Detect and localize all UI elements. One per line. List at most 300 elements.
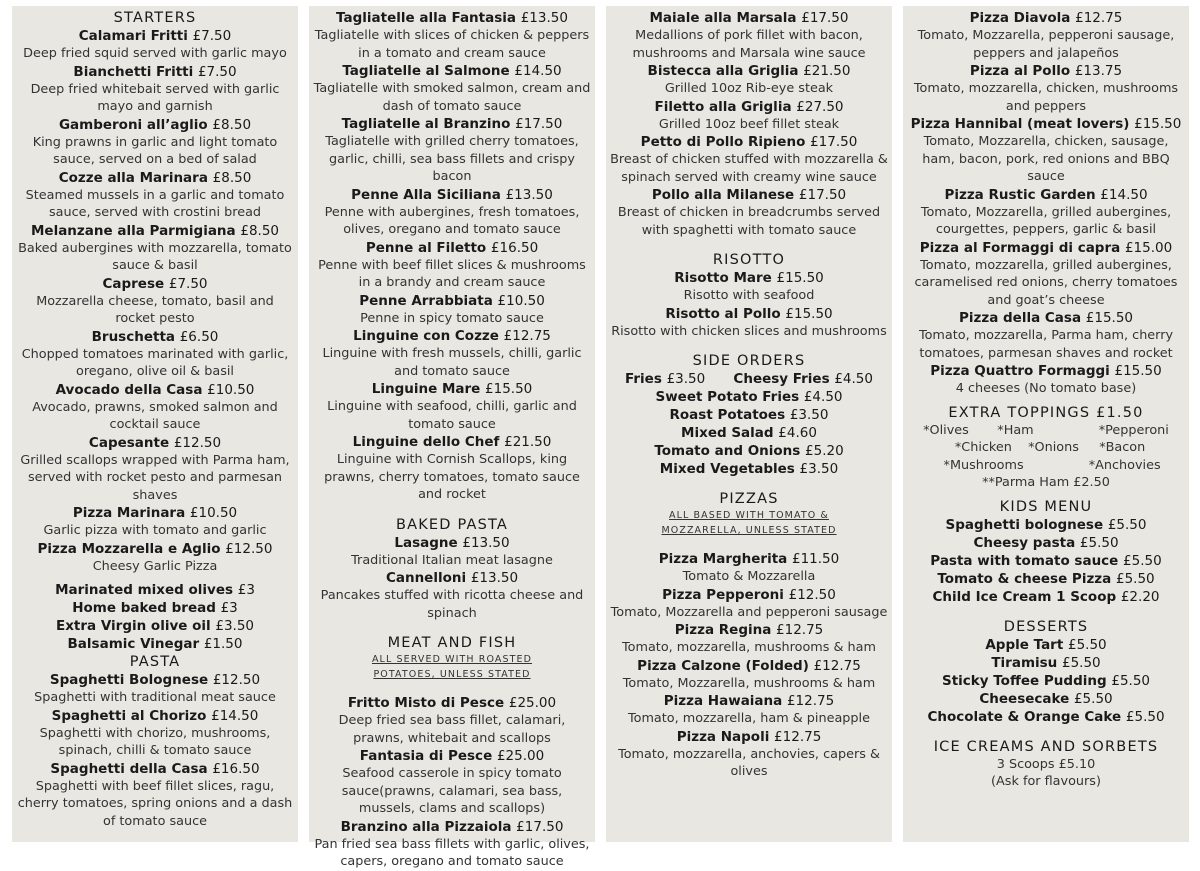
menu-item-price: £5.50 bbox=[1068, 636, 1107, 653]
menu-item bbox=[16, 617, 294, 635]
menu-item-name: Pizza Hawaiana bbox=[663, 693, 783, 709]
menu-item-description: Medallions of pork fillet with bacon, mushrooms and Marsala wine sauce bbox=[632, 28, 866, 61]
menu-item bbox=[16, 169, 294, 222]
menu-item-name: Maiale alla Marsala bbox=[649, 10, 797, 26]
baked-pasta-list bbox=[313, 534, 591, 623]
menu-item-price: £15.50 bbox=[1085, 310, 1134, 326]
menu-item-name-line bbox=[907, 186, 1185, 204]
menu-item-name-line bbox=[610, 269, 888, 287]
menu-item-description: King prawns in garlic and light tomato sauce, served on a bed of salad bbox=[32, 134, 278, 167]
menu-item-description: Linguine with seafood, chilli, garlic and tomato sauce bbox=[327, 399, 577, 432]
menu-item-description: Spaghetti with beef fillet slices, ragu, cherry tomatoes, spring onions and a dash of tomato sauce bbox=[17, 778, 293, 829]
menu-item-name: Linguine con Cozze bbox=[353, 328, 499, 344]
menu-item bbox=[313, 327, 591, 380]
meat-list-continued bbox=[610, 9, 888, 239]
menu-item-price: £3.50 bbox=[799, 461, 839, 477]
menu-item bbox=[907, 690, 1185, 708]
meat-subtitle: ALL SERVED WITH ROASTED POTATOES, UNLESS STATED bbox=[371, 654, 533, 680]
menu-item-price: £13.50 bbox=[462, 534, 510, 551]
menu-item-description: Baked aubergines with mozzarella, tomato sauce & basil bbox=[18, 240, 292, 273]
menu-item-price: £25.00 bbox=[508, 695, 557, 711]
menu-item bbox=[907, 588, 1185, 606]
menu-item-name-line bbox=[907, 309, 1185, 327]
menu-item bbox=[313, 818, 591, 871]
menu-item bbox=[610, 186, 888, 239]
menu-item bbox=[907, 516, 1185, 534]
section-title-starters: STARTERS bbox=[113, 10, 197, 26]
menu-item-name-line bbox=[907, 239, 1185, 257]
menu-item-name: Penne Alla Siciliana bbox=[351, 186, 501, 203]
menu-item-name: Pizza Diavola bbox=[969, 10, 1071, 26]
menu-item bbox=[16, 635, 294, 653]
menu-item bbox=[907, 186, 1185, 239]
menu-column-4 bbox=[903, 6, 1189, 842]
menu-item-price: £12.75 bbox=[776, 622, 824, 638]
side-item: Cheesy Fries £4.50 bbox=[733, 371, 873, 387]
menu-item bbox=[610, 133, 888, 186]
pizzas-list bbox=[610, 550, 888, 781]
menu-item-description: Tomato, mozzarella, chicken, mushrooms and peppers bbox=[913, 81, 1179, 114]
menu-item-price: £3.50 bbox=[789, 407, 829, 423]
menu-item-price: £5.20 bbox=[805, 443, 844, 459]
starters-list bbox=[16, 27, 294, 575]
menu-item-name: Pizza Regina bbox=[674, 622, 772, 638]
menu-item-description: Tagliatelle with grilled cherry tomatoes, garlic, chilli, sea bass fillets and crispy bacon bbox=[325, 134, 579, 184]
menu-item-description: Tomato, Mozzarella, mushrooms & ham bbox=[622, 675, 876, 691]
menu-item-description: Pancakes stuffed with ricotta cheese and spinach bbox=[320, 588, 584, 621]
menu-item-name-line bbox=[16, 275, 294, 293]
menu-item-description: Penne with aubergines, fresh tomatoes, olives, oregano and tomato sauce bbox=[324, 204, 580, 237]
menu-item-price: £17.50 bbox=[810, 134, 858, 150]
menu-item-price: £4.60 bbox=[778, 425, 817, 441]
menu-item-name-line bbox=[16, 760, 294, 778]
menu-item bbox=[610, 657, 888, 693]
menu-item-price: £7.50 bbox=[168, 275, 208, 292]
menu-item-price: £12.75 bbox=[786, 693, 835, 709]
menu-item-name: Extra Virgin olive oil bbox=[55, 618, 211, 634]
menu-item bbox=[16, 222, 294, 275]
menu-item-description: Deep fried sea bass fillet, calamari, prawns, whitebait and scallops bbox=[338, 713, 566, 746]
menu-item-description: Linguine with Cornish Scallops, king prawns, cherry tomatoes, tomato sauce and rocket bbox=[324, 452, 580, 502]
menu-item bbox=[907, 9, 1185, 62]
menu-item-description: Breast of chicken in breadcrumbs served with spaghetti with tomato sauce bbox=[617, 205, 881, 238]
menu-item bbox=[313, 380, 591, 433]
menu-item-description: Tomato, mozzarella, anchovies, capers & olives bbox=[618, 746, 880, 779]
menu-item-price: £15.50 bbox=[776, 270, 824, 286]
menu-item-name-line bbox=[610, 62, 888, 80]
menu-item-name: Cozze alla Marinara bbox=[58, 169, 208, 186]
menu-item-price: £15.50 bbox=[1134, 116, 1182, 132]
menu-item-name: Cheesy pasta bbox=[973, 534, 1076, 551]
toppings-lines bbox=[907, 422, 1185, 492]
menu-item bbox=[16, 27, 294, 63]
menu-item-description: 4 cheeses (No tomato base) bbox=[955, 381, 1137, 396]
menu-item-price: £17.50 bbox=[801, 10, 849, 26]
menu-item-name: Balsamic Vinegar bbox=[67, 636, 200, 652]
menu-item bbox=[907, 362, 1185, 398]
menu-item-name-line bbox=[16, 671, 294, 689]
menu-item-name: Bianchetti Fritti bbox=[73, 63, 194, 80]
menu-item-name-line bbox=[610, 728, 888, 746]
menu-item bbox=[610, 305, 888, 341]
menu-item-name: Linguine dello Chef bbox=[352, 434, 500, 450]
menu-item-description: Linguine with fresh mussels, chilli, garlic and tomato sauce bbox=[322, 346, 582, 379]
side-item: Fries £3.50 bbox=[625, 371, 706, 387]
menu-item-price: £15.50 bbox=[785, 305, 833, 322]
menu-item-description: Risotto with chicken slices and mushrooms bbox=[611, 323, 887, 339]
menu-item-name-line bbox=[907, 62, 1185, 80]
menu-item-name-line bbox=[313, 327, 591, 345]
menu-item bbox=[16, 63, 294, 116]
menu-item-price: £15.50 bbox=[1114, 363, 1162, 379]
menu-item-price: £15.50 bbox=[485, 381, 533, 397]
menu-item-name: Melanzane alla Parmigiana bbox=[30, 222, 236, 239]
menu-item-name: Spaghetti Bolognese bbox=[49, 672, 209, 688]
menu-item-name: Bruschetta bbox=[91, 328, 176, 345]
desserts-list bbox=[907, 636, 1185, 726]
menu-item bbox=[907, 239, 1185, 310]
menu-item-price: £12.75 bbox=[1075, 10, 1123, 26]
menu-item-description: Tomato, Mozzarella, pepperoni sausage, peppers and jalapeños bbox=[917, 28, 1175, 61]
menu-item-name-line bbox=[610, 586, 888, 604]
pasta-list bbox=[16, 671, 294, 830]
menu-item-name: Gamberoni all’aglio bbox=[58, 116, 208, 133]
menu-item-description: Tomato & Mozzarella bbox=[682, 569, 816, 584]
menu-item-price: £5.50 bbox=[1062, 654, 1101, 671]
menu-item bbox=[313, 9, 591, 62]
menu-item-description: Pan fried sea bass fillets with garlic, olives, capers, oregano and tomato sauce bbox=[314, 836, 590, 869]
menu-item-name: Avocado della Casa bbox=[55, 381, 203, 398]
menu-item-price: £5.50 bbox=[1073, 690, 1113, 707]
menu-item-price: £13.50 bbox=[470, 570, 519, 586]
menu-item bbox=[313, 534, 591, 570]
menu-item-price: £17.50 bbox=[515, 116, 563, 132]
menu-item-name: Pizza Marinara bbox=[72, 505, 186, 521]
menu-item-name: Chocolate & Orange Cake bbox=[927, 708, 1122, 725]
menu-item bbox=[16, 434, 294, 505]
menu-item-description: Garlic pizza with tomato and garlic bbox=[43, 523, 267, 538]
menu-item-description: Tomato, mozzarella, mushrooms & ham bbox=[622, 640, 876, 655]
menu-item-name: Tagliatelle al Salmone bbox=[342, 63, 510, 79]
menu-item-price: £17.50 bbox=[798, 187, 847, 203]
menu-item-price: £12.50 bbox=[225, 540, 273, 557]
menu-item-price: £7.50 bbox=[197, 63, 237, 80]
menu-item bbox=[610, 424, 888, 442]
menu-item-name: Pizza al Formaggi di capra bbox=[919, 239, 1121, 256]
menu-item-name: Risotto Mare bbox=[674, 270, 772, 286]
menu-item-name: Risotto al Pollo bbox=[665, 305, 781, 322]
menu-item-name-line bbox=[313, 186, 591, 204]
menu-item-name: Pizza Calzone (Folded) bbox=[637, 657, 809, 674]
menu-item-name-line bbox=[610, 305, 888, 323]
menu-item-name: Fantasia di Pesce bbox=[359, 748, 493, 764]
menu-item bbox=[16, 275, 294, 328]
menu-item-price: £3.50 bbox=[215, 618, 255, 634]
menu-item-name: Penne al Filetto bbox=[365, 239, 487, 256]
menu-item-price: £10.50 bbox=[207, 381, 255, 398]
menu-item-description: Avocado, prawns, smoked salmon and cocktail sauce bbox=[32, 399, 278, 432]
menu-item-description: Seafood casserole in spicy tomato sauce(prawns, calamari, sea bass, mussels, clams and scallops) bbox=[341, 766, 563, 816]
section-title-baked-pasta: BAKED PASTA bbox=[395, 516, 509, 533]
menu-item-name-line bbox=[313, 115, 591, 133]
pizzas-subtitle: ALL BASED WITH TOMATO & MOZZARELLA, UNLESS STATED bbox=[661, 510, 837, 536]
pasta-list-continued bbox=[313, 9, 591, 504]
menu-item-name: Petto di Pollo Ripieno bbox=[640, 134, 806, 150]
menu-item-name: Mixed Salad bbox=[681, 425, 774, 441]
menu-item-price: £13.50 bbox=[520, 10, 568, 26]
menu-item-name: Pizza al Pollo bbox=[969, 63, 1071, 79]
menu-item-name-line bbox=[16, 540, 294, 558]
menu-item-name: Roast Potatoes bbox=[669, 407, 786, 423]
meat-list bbox=[313, 694, 591, 871]
menu-item-name: Tagliatelle alla Fantasia bbox=[336, 10, 517, 26]
menu-item-name-line bbox=[313, 433, 591, 451]
menu-item-name: Marinated mixed olives bbox=[55, 582, 234, 598]
menu-item-price: £16.50 bbox=[490, 239, 539, 256]
menu-item bbox=[907, 552, 1185, 570]
menu-item-name-line bbox=[16, 707, 294, 725]
section-title-risotto: RISOTTO bbox=[712, 252, 786, 268]
menu-item bbox=[907, 672, 1185, 690]
menu-item bbox=[907, 636, 1185, 654]
menu-item-price: £12.75 bbox=[774, 728, 822, 745]
menu-item-price: £4.50 bbox=[803, 389, 843, 405]
menu-item bbox=[313, 433, 591, 504]
menu-item-name-line bbox=[610, 186, 888, 204]
menu-item-name-line bbox=[16, 381, 294, 399]
menu-item-price: £5.50 bbox=[1079, 534, 1119, 551]
menu-item-description: Traditional Italian meat lasagne bbox=[351, 552, 553, 568]
menu-item-name: Tomato & cheese Pizza bbox=[937, 570, 1112, 587]
menu-item-name: Sweet Potato Fries bbox=[655, 389, 800, 405]
menu-item-description: Tomato, Mozzarella and pepperoni sausage bbox=[610, 604, 888, 620]
menu-item-price: £16.50 bbox=[212, 760, 260, 777]
menu-column-2 bbox=[309, 6, 595, 869]
menu-item-name: Penne Arrabbiata bbox=[359, 292, 493, 309]
risotto-list bbox=[610, 269, 888, 340]
menu-item-price: £12.50 bbox=[788, 586, 836, 603]
menu-item-name-line bbox=[16, 434, 294, 452]
menu-item-description: Penne in spicy tomato sauce bbox=[360, 310, 544, 326]
menu-item-name: Tiramisu bbox=[991, 654, 1058, 671]
ice-cream-line: 3 Scoops £5.10 bbox=[996, 756, 1096, 772]
menu-item-name: Apple Tart bbox=[985, 636, 1064, 653]
section-title-side-orders: SIDE ORDERS bbox=[692, 353, 806, 369]
menu-item-name-line bbox=[610, 9, 888, 27]
menu-item bbox=[610, 269, 888, 305]
menu-item bbox=[313, 747, 591, 818]
menu-item-name: Spaghetti bolognese bbox=[945, 516, 1104, 533]
topping-line: *Chicken *Onions *Bacon bbox=[946, 440, 1146, 455]
menu-item-price: £5.50 bbox=[1107, 516, 1147, 533]
menu-item bbox=[16, 581, 294, 599]
menu-item-price: £8.50 bbox=[240, 222, 280, 239]
menu-item bbox=[313, 239, 591, 292]
menu-item-name-line bbox=[313, 239, 591, 257]
menu-item-name: Pasta with tomato sauce bbox=[930, 552, 1119, 569]
menu-item-price: £2.20 bbox=[1120, 588, 1160, 605]
menu-item-name: Pizza Quattro Formaggi bbox=[930, 363, 1110, 379]
menu-item-name: Pizza Margherita bbox=[658, 551, 788, 567]
menu-item bbox=[907, 534, 1185, 552]
menu-item-price: £13.75 bbox=[1074, 63, 1123, 79]
menu-item-price: £11.50 bbox=[791, 551, 840, 567]
menu-column-3 bbox=[606, 6, 892, 842]
menu-item bbox=[907, 654, 1185, 672]
menu-item-description: Tagliatelle with smoked salmon, cream and dash of tomato sauce bbox=[313, 81, 591, 114]
menu-item-price: £15.00 bbox=[1124, 239, 1173, 256]
menu-item-price: £12.50 bbox=[212, 672, 261, 688]
menu-item-price: £14.50 bbox=[211, 707, 259, 724]
menu-item bbox=[16, 116, 294, 169]
topping-line: **Parma Ham £2.50 bbox=[982, 475, 1110, 490]
menu-item-name: Lasagne bbox=[394, 534, 458, 551]
section-title-pasta: PASTA bbox=[129, 654, 181, 670]
menu-item-description: Risotto with seafood bbox=[683, 288, 815, 303]
menu-item bbox=[610, 9, 888, 62]
menu-item-price: £12.50 bbox=[173, 434, 222, 451]
menu-item-name-line bbox=[313, 694, 591, 712]
menu-item-price: £5.50 bbox=[1115, 570, 1155, 587]
menu-item-name-line bbox=[16, 328, 294, 346]
extras-list bbox=[16, 581, 294, 653]
menu-item-price: £5.50 bbox=[1111, 672, 1151, 689]
menu-item bbox=[610, 98, 888, 134]
menu-item bbox=[16, 671, 294, 707]
menu-item-description: Breast of chicken stuffed with mozzarella & spinach served with creamy wine sauce bbox=[610, 152, 888, 185]
menu-item-name: Tagliatelle al Branzino bbox=[341, 116, 511, 132]
menu-item-name: Child Ice Cream 1 Scoop bbox=[932, 588, 1117, 605]
topping-line: *Mushrooms *Anchovies bbox=[931, 457, 1161, 473]
menu-item-price: £8.50 bbox=[212, 169, 252, 186]
menu-item bbox=[16, 707, 294, 760]
menu-item-name: Branzino alla Pizzaiola bbox=[340, 818, 512, 835]
section-title-kids-menu: KIDS MENU bbox=[999, 498, 1093, 515]
menu-item-name: Bistecca alla Griglia bbox=[647, 63, 799, 79]
menu-item-price: £8.50 bbox=[212, 116, 252, 133]
menu-item bbox=[610, 388, 888, 406]
menu-item-name-line bbox=[313, 62, 591, 80]
menu-item-name-line bbox=[313, 534, 591, 552]
menu-item-name: Home baked bread bbox=[72, 600, 216, 616]
menu-item bbox=[610, 406, 888, 424]
menu-item-description: Tagliatelle with slices of chicken & peppers in a tomato and cream sauce bbox=[314, 28, 590, 61]
menu-item-name: Pizza Rustic Garden bbox=[944, 186, 1096, 203]
menu-item-description: Spaghetti with chorizo, mushrooms, spinach, chilli & tomato sauce bbox=[39, 725, 271, 758]
menu-item-description: Spaghetti with traditional meat sauce bbox=[34, 690, 276, 705]
menu-item-name: Sticky Toffee Pudding bbox=[941, 672, 1107, 689]
menu-item-price: £27.50 bbox=[796, 98, 844, 115]
menu-item bbox=[610, 586, 888, 622]
menu-item bbox=[907, 570, 1185, 588]
menu-item-name-line bbox=[313, 569, 591, 587]
menu-item bbox=[610, 692, 888, 728]
menu-item bbox=[907, 708, 1185, 726]
sides-pair-row bbox=[610, 370, 888, 388]
menu-item-price: £7.50 bbox=[192, 28, 232, 44]
menu-item-name: Calamari Fritti bbox=[78, 28, 188, 44]
menu-item bbox=[907, 115, 1185, 186]
menu-item-description: Tomato, mozzarella, ham & pineapple bbox=[628, 711, 870, 726]
menu-item-name-line bbox=[313, 380, 591, 398]
menu-item-name-line bbox=[610, 98, 888, 116]
menu-item-description: Mozzarella cheese, tomato, basil and rocket pesto bbox=[36, 293, 274, 326]
topping-line: *Olives *Ham *Pepperoni bbox=[923, 422, 1169, 438]
menu-item-description: Deep fried whitebait served with garlic mayo and garnish bbox=[30, 81, 280, 114]
sides-list bbox=[610, 388, 888, 478]
menu-item-description: Steamed mussels in a garlic and tomato sauce, served with crostini bread bbox=[25, 187, 285, 220]
menu-item-price: £3 bbox=[220, 600, 238, 616]
menu-item-price: £14.50 bbox=[514, 63, 562, 79]
menu-item bbox=[313, 569, 591, 622]
menu-item-name: Capesante bbox=[88, 434, 170, 451]
section-title-desserts: DESSERTS bbox=[1003, 618, 1089, 635]
section-title-meat-and-fish: MEAT AND FISH bbox=[387, 635, 517, 651]
menu-item-description: Tomato, Mozzarella, chicken, sausage, ham, bacon, pork, red onions and BBQ sauce bbox=[922, 134, 1170, 184]
pizzas-list-continued bbox=[907, 9, 1185, 398]
menu-item-name: Pizza Mozzarella e Aglio bbox=[37, 540, 221, 557]
menu-item-name: Pizza Hannibal (meat lovers) bbox=[910, 116, 1130, 132]
menu-item-price: £17.50 bbox=[516, 818, 564, 835]
menu-item-name-line bbox=[16, 116, 294, 134]
menu-item-name-line bbox=[610, 692, 888, 710]
menu-item-name-line bbox=[16, 169, 294, 187]
menu-item-price: £12.75 bbox=[503, 328, 551, 344]
menu-item-description: Chopped tomatoes marinated with garlic, oregano, olive oil & basil bbox=[21, 346, 289, 379]
menu-item bbox=[313, 292, 591, 328]
menu-item-price: £1.50 bbox=[203, 636, 243, 652]
menu-item-name-line bbox=[907, 362, 1185, 380]
menu-item-name-line bbox=[313, 818, 591, 836]
menu-item-name-line bbox=[610, 621, 888, 639]
menu-item-name: Spaghetti al Chorizo bbox=[51, 707, 207, 724]
menu-item bbox=[610, 442, 888, 460]
menu-item-name-line bbox=[610, 133, 888, 151]
menu-item-name-line bbox=[16, 63, 294, 81]
menu-item-description: Deep fried squid served with garlic mayo bbox=[23, 46, 287, 61]
menu-item-name-line bbox=[907, 9, 1185, 27]
menu-item-price: £13.50 bbox=[505, 186, 553, 203]
menu-item bbox=[610, 621, 888, 657]
menu-item-price: £6.50 bbox=[179, 328, 219, 345]
menu-item bbox=[16, 599, 294, 617]
menu-item-price: £21.50 bbox=[803, 63, 851, 79]
menu-item-price: £5.50 bbox=[1123, 552, 1162, 569]
section-title-ice-creams: ICE CREAMS AND SORBETS bbox=[933, 738, 1159, 755]
menu-item-description: Tomato, Mozzarella, grilled aubergines, courgettes, peppers, garlic & basil bbox=[920, 204, 1172, 237]
menu-item bbox=[610, 550, 888, 586]
menu-item-name-line bbox=[313, 292, 591, 310]
menu-item-description: Tomato, mozzarella, Parma ham, cherry tomatoes, parmesan shaves and rocket bbox=[918, 328, 1174, 361]
menu-item-name: Pizza Napoli bbox=[676, 728, 770, 745]
menu-item-name: Tomato and Onions bbox=[654, 443, 801, 459]
menu-item-name-line bbox=[313, 9, 591, 27]
menu-item-name-line bbox=[16, 504, 294, 522]
menu-item bbox=[16, 328, 294, 381]
menu-item-description: Cheesy Garlic Pizza bbox=[92, 558, 218, 574]
menu-item-price: £25.00 bbox=[496, 748, 545, 764]
menu-item-name: Pizza Pepperoni bbox=[662, 586, 784, 603]
menu-item bbox=[16, 760, 294, 831]
menu-item-price: £10.50 bbox=[189, 505, 238, 521]
menu-item bbox=[907, 62, 1185, 115]
menu-item-name: Fritto Misto di Pesce bbox=[347, 695, 505, 711]
menu-item-name-line bbox=[610, 550, 888, 568]
section-title-pizzas: PIZZAS bbox=[719, 491, 779, 507]
menu-item-price: £21.50 bbox=[504, 434, 552, 450]
menu-item-description: Tomato, mozzarella, grilled aubergines, caramelised red onions, cherry tomatoes and goat’s cheese bbox=[914, 257, 1178, 308]
menu-item bbox=[16, 540, 294, 576]
